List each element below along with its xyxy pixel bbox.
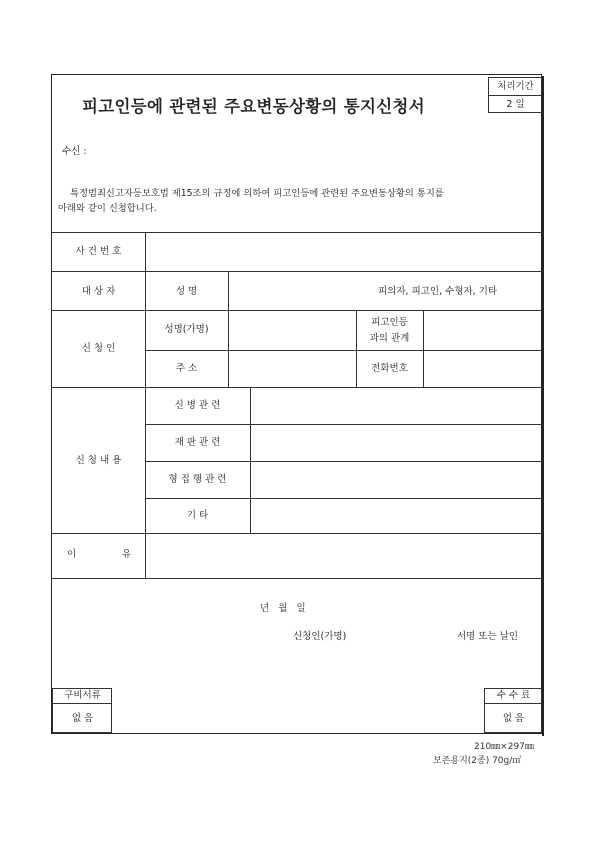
application-form: [51, 74, 542, 734]
documents-value: 없 음: [71, 713, 94, 724]
reason-label-1: 이: [67, 549, 77, 560]
processing-period-value: 2 일: [506, 99, 525, 110]
documents-box: [52, 688, 112, 733]
request-item-trial: 재 판 관 련: [174, 437, 221, 448]
form-shadow-edge: [542, 76, 544, 736]
paper-type: 보존용지(2종) 70g/㎡: [433, 756, 522, 766]
sign-or-seal-label: 서명 또는 날인: [457, 631, 519, 642]
reason-label-2: 유: [122, 549, 132, 560]
intro-text-line1: 특정범죄신고자등보호법 제15조의 규정에 의하여 피고인등에 관련된 주요변동상황의 통지를: [70, 188, 444, 199]
applicant-name-label: 성명(가명): [164, 324, 209, 335]
documents-label: 구비서류: [64, 690, 101, 701]
fee-box: [484, 688, 542, 733]
relation-label-1: 피고인등: [371, 317, 408, 328]
address-label: 주 소: [175, 363, 198, 374]
processing-period-label: 처리기간: [497, 81, 534, 92]
date-line: 년 월 일: [260, 603, 306, 614]
processing-period-box: [488, 77, 542, 113]
request-label: 신 청 내 용: [75, 455, 122, 466]
request-item-custody: 신 병 관 련: [174, 400, 221, 411]
intro-text-line2: 아래와 같이 신청합니다.: [58, 203, 157, 214]
fee-value: 없 음: [502, 713, 525, 724]
subject-label: 대 상 자: [81, 286, 116, 297]
applicant-label: 신 청 인: [81, 343, 116, 354]
subject-name-label: 성 명: [175, 286, 198, 297]
request-item-other: 기 타: [186, 510, 209, 521]
fee-label: 수 수 료: [496, 690, 531, 701]
relation-label-2: 과의 관계: [369, 333, 410, 344]
phone-label: 전화번호: [371, 363, 408, 374]
request-item-sentence: 형 집 행 관 련: [168, 474, 227, 485]
recipient-label: 수신 :: [62, 146, 87, 157]
case-number-label: 사 건 번 호: [75, 246, 122, 257]
paper-size: 210㎜×297㎜: [474, 742, 534, 752]
subject-type-options: 피의자, 피고인, 수형자, 기타: [378, 286, 498, 297]
form-title: 피고인등에 관련된 주요변동상황의 통지신청서: [82, 97, 425, 116]
applicant-signature-label: 신청인(가명): [293, 631, 347, 642]
